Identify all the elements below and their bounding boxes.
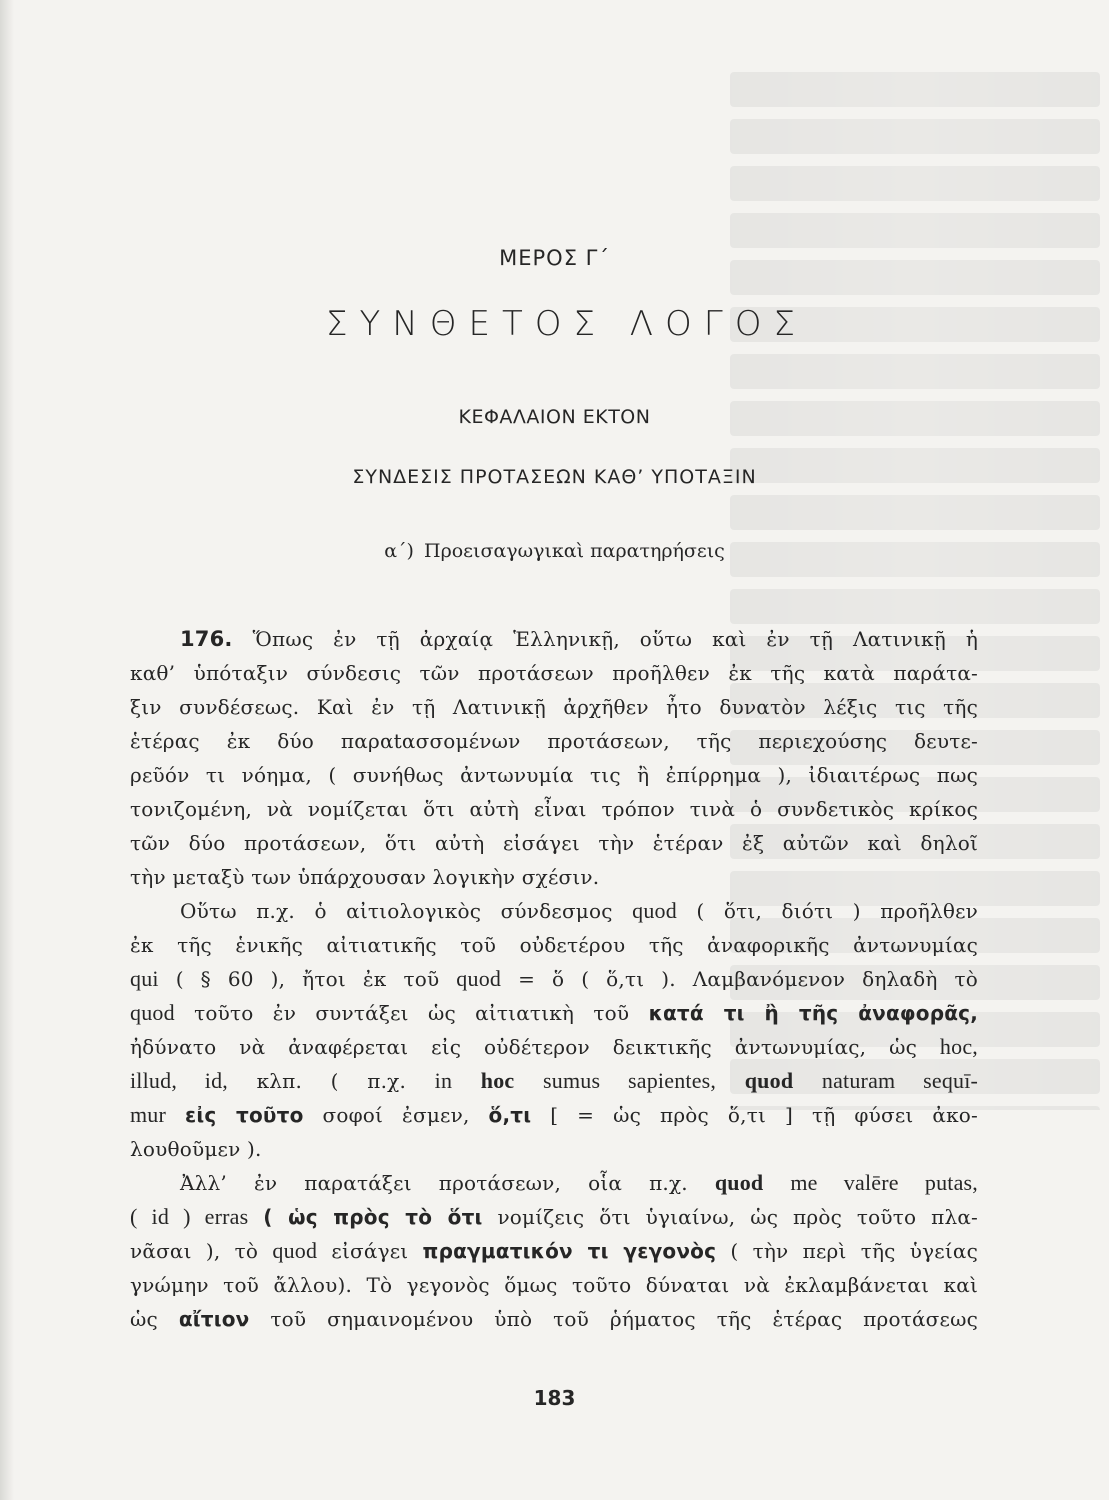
section-title: Προεισαγωγικαὶ παρατηρήσεις (424, 540, 725, 562)
paragraph-2-line: mur εἰς τοῦτο σοφοί ἐσμεν, ὅ,τι [ = ὡς πρὸς ὅ,τι ] τῇ φύσει ἀκο- (130, 1102, 979, 1127)
paragraph-1-line: ἑτέρας ἐκ δύο παραtασσομένων προτάσεων, τῆς περιεχούσης δευτε- (130, 729, 978, 753)
chapter-label: ΚΕΦΑΛΑΙΟΝ ΕΚΤΟΝ (458, 406, 651, 428)
paragraph-number: 176. (180, 627, 233, 651)
section-number: α΄) (384, 540, 414, 562)
page-edge-shadow (0, 0, 14, 1500)
paragraph-3-line: ὡς αἴτιον τοῦ σημαινομένου ὑπὸ τοῦ ῥήματος τῆς ἑτέρας προτάσεως (130, 1307, 978, 1331)
paragraph-1-text: Ὅπως ἐν τῇ ἀρχαίᾳ Ἑλληνικῇ, οὕτω καὶ ἐν τῇ Λατινικῇ ἡ (252, 627, 978, 651)
paragraph-1-line: ξιν συνδέσεως. Καὶ ἐν τῇ Λατινικῇ ἀρχῆθεν ἦτο δυνατὸν λέξις τις τῆς (130, 695, 978, 719)
body-text (130, 622, 978, 1336)
paragraph-1-line (130, 622, 978, 656)
section-heading (0, 540, 1109, 562)
paragraph-1-line: τῶν δύο προτάσεων, ὅτι αὐτὴ εἰσάγει τὴν ἑτέραν ἐξ αὐτῶν καὶ δηλοῖ (130, 831, 978, 855)
paragraph-1-line: ρεῦόν τι νόημα, ( συνήθως ἀντωνυμία τις ἢ ἐπίρρημα ), ἰδιαιτέρως πως (130, 763, 978, 787)
paragraph-2-line: ἠδύνατο νὰ ἀναφέρεται εἰς οὐδέτερον δεικτικῆς ἀντωνυμίας, ὡς hoc, (130, 1034, 978, 1059)
paragraph-3-line: ( id ) erras ( ὡς πρὸς τὸ ὅτι νομίζεις ὅτι ὑγιαίνω, ὡς πρὸς τοῦτο πλα- (130, 1204, 978, 1229)
paragraph-3-line: νᾶσαι ), τὸ quod εἰσάγει πραγματικόν τι γεγονὸς ( τὴν περὶ τῆς ὑγείας (130, 1238, 979, 1263)
paragraph-3-line: Ἀλλ’ ἐν παρατάξει προτάσεων, οἷα π.χ. quod me valēre putas, (180, 1170, 979, 1195)
paragraph-2-line: qui ( § 60 ), ἤτοι ἐκ τοῦ quod = ὅ ( ὅ,τι ). Λαμβανόμενον δηλαδὴ τὸ (130, 966, 978, 991)
paragraph-3-line: γνώμην τοῦ ἄλλου). Τὸ γεγονὸς ὅμως τοῦτο δύναται νὰ ἐκλαμβάνεται καὶ (130, 1273, 978, 1297)
paragraph-2-line: Οὕτω π.χ. ὁ αἰτιολογικὸς σύνδεσμος quod ( ὅτι, διότι ) προῆλθεν (180, 898, 979, 923)
paragraph-2-line: ἐκ τῆς ἑνικῆς αἰτιατικῆς τοῦ οὐδετέρου τῆς ἀναφορικῆς ἀντωνυμίας (130, 933, 978, 957)
part-title: ΣΥΝΘΕΤΟΣ ΛΟΓΟΣ (326, 304, 807, 344)
paragraph-2-line: quod τοῦτο ἐν συντάξει ὡς αἰτιατικὴ τοῦ κατά τι ἢ τῆς ἀναφορᾶς, (130, 1000, 979, 1025)
paragraph-1-line: τονιζομένη, νὰ νομίζεται ὅτι αὐτὴ εἶναι τρόπον τινὰ ὁ συνδετικὸς κρίκος (130, 797, 978, 821)
chapter-title: ΣΥΝΔΕΣΙΣ ΠΡΟΤΑΣΕΩΝ ΚΑΘ’ ΥΠΟΤΑΞΙΝ (352, 466, 757, 488)
paragraph-1-line: καθ’ ὑπόταξιν σύνδεσις τῶν προτάσεων προῆλθεν ἐκ τῆς κατὰ παράτα- (130, 661, 978, 685)
paragraph-2-line: λουθοῦμεν ). (130, 1137, 262, 1161)
paragraph-2-line: illud, id, κλπ. ( π.χ. in hoc sumus sapientes, quod naturam sequī- (130, 1068, 979, 1093)
paragraph-1-line: τὴν μεταξὺ των ὑπάρχουσαν λογικὴν σχέσιν. (130, 865, 600, 889)
part-label: ΜΕΡΟΣ Γ΄ (499, 246, 610, 270)
page-number: 183 (533, 1386, 576, 1410)
